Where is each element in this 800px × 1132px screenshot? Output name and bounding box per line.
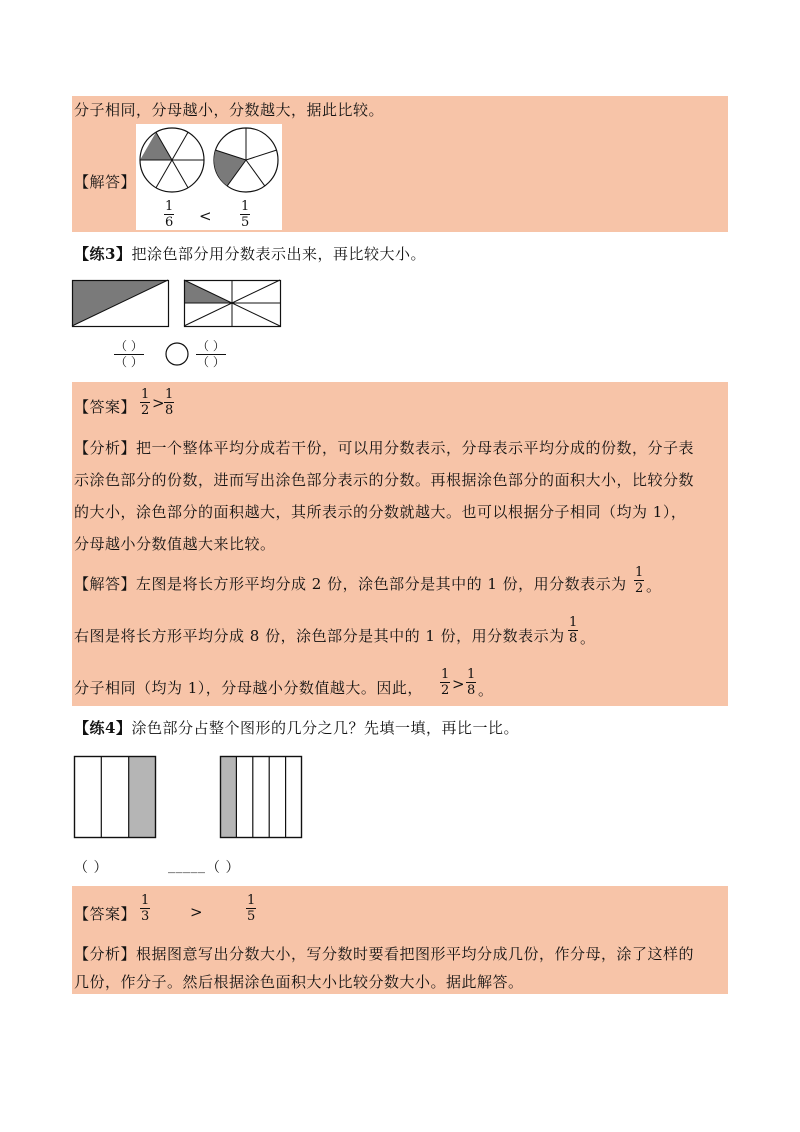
ex3-jieda-line3-end: 。 bbox=[478, 681, 494, 699]
ex4-answer-cmp: > bbox=[190, 903, 204, 921]
pie-sixths bbox=[138, 126, 206, 194]
ex3-jieda-line2-frac: 1 8 bbox=[569, 615, 578, 646]
ex3-jieda-line3-cmp: > bbox=[452, 675, 466, 693]
top-answer-line1: 分子相同，分母越小，分数越大，据此比较。 bbox=[74, 101, 385, 119]
rect-eighths bbox=[184, 280, 282, 328]
ex3-jieda-line2: 右图是将长方形平均分成 8 份，涂色部分是其中的 1 份，用分数表示为 bbox=[74, 627, 565, 645]
ex4-blank-left[interactable]: （ ） bbox=[74, 860, 108, 876]
ex3-blank-fraction-right[interactable]: （ ） （ ） bbox=[197, 339, 225, 369]
ex3-answer-left: 1 2 bbox=[141, 387, 150, 418]
ex3-jieda-line3-right: 1 8 bbox=[467, 667, 476, 698]
ex3-jieda-line3: 分子相同（均为 1），分母越小分数值越大。因此， bbox=[74, 679, 423, 697]
ex4-blank-right[interactable]: （ ） bbox=[206, 860, 240, 876]
ex3-compare-circle[interactable] bbox=[165, 342, 189, 366]
top-right-fraction: 1 5 bbox=[241, 199, 250, 230]
top-left-fraction: 1 6 bbox=[165, 199, 174, 230]
ex3-jieda-line1-frac: 1 2 bbox=[635, 565, 644, 596]
ex4-analysis-line1: 【分析】根据图意写出分数大小，写分数时要看把图形平均分成几份，作分母，涂了这样的 bbox=[74, 945, 695, 963]
ex3-analysis-line2: 示涂色部分的份数，进而写出涂色部分表示的分数。再根据涂色部分的面积大小，比较分数 bbox=[74, 471, 695, 489]
ex3-analysis-line4: 分母越小分数值越大来比较。 bbox=[74, 535, 276, 553]
ex4-analysis-line2: 几份，作分子。然后根据涂色面积大小比较分数大小。据此解答。 bbox=[74, 973, 524, 991]
ex4-heading: 【练4】涂色部分占整个图形的几分之几？先填一填，再比一比。 bbox=[74, 719, 519, 737]
rect-halves bbox=[72, 280, 170, 328]
bar-thirds bbox=[74, 756, 158, 840]
ex3-analysis-line3: 的大小，涂色部分的面积越大，其所表示的分数就越大。也可以根据分子相同（均为 1）， bbox=[74, 503, 687, 521]
ex3-jieda-line1-end: 。 bbox=[646, 577, 662, 595]
ex3-answer-cmp: > bbox=[152, 394, 166, 412]
ex4-answer-label: 【答案】 bbox=[74, 905, 137, 923]
ex4-answer-right: 1 5 bbox=[247, 893, 256, 924]
ex3-jieda-line1: 【解答】左图是将长方形平均分成 2 份，涂色部分是其中的 1 份，用分数表示为 bbox=[74, 575, 627, 593]
ex3-jieda-line3-left: 1 2 bbox=[441, 667, 450, 698]
ex3-jieda-line2-end: 。 bbox=[580, 629, 596, 647]
ex3-analysis-line1: 【分析】把一个整体平均分成若干份，可以用分数表示，分母表示平均分成的份数，分子表 bbox=[74, 439, 695, 457]
ex3-heading: 【练3】把涂色部分用分数表示出来，再比较大小。 bbox=[74, 245, 426, 263]
ex3-answer-right: 1 8 bbox=[165, 387, 174, 418]
ex3-answer-label: 【答案】 bbox=[74, 398, 137, 416]
ex4-blank-line[interactable]: _____ bbox=[168, 858, 206, 874]
pie-fifths bbox=[212, 126, 280, 194]
top-jieda-label: 【解答】 bbox=[74, 173, 137, 191]
bar-fifths bbox=[220, 756, 304, 840]
ex3-blank-fraction-left[interactable]: （ ） （ ） bbox=[115, 339, 143, 369]
ex4-answer-left: 1 3 bbox=[141, 893, 150, 924]
top-compare-sign: < bbox=[199, 207, 213, 225]
